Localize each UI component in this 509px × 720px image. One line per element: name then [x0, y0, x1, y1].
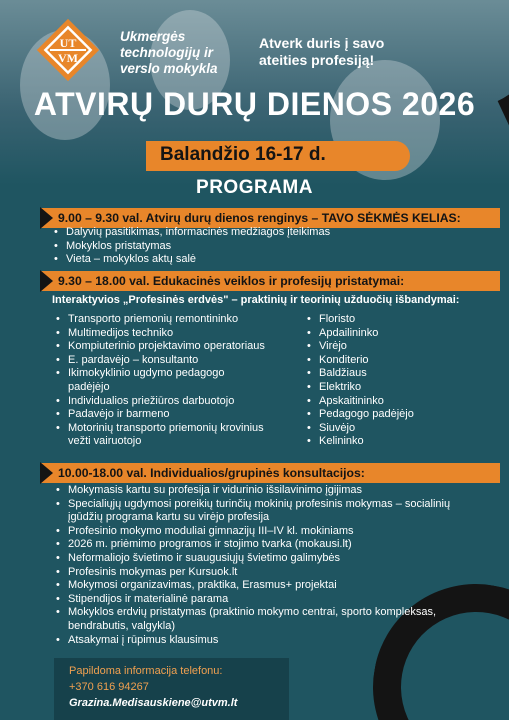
contact-email[interactable]: Grazina.Medisauskiene@utvm.lt [69, 697, 238, 709]
svg-text:VM: VM [58, 51, 78, 65]
consultations-list [54, 484, 474, 647]
list-item: • Multimedijos techniko [54, 327, 299, 341]
section-arrow-icon [40, 270, 53, 292]
list-item: • Stipendijos ir materialinė parama [54, 593, 474, 607]
list-item: • Floristo [305, 313, 465, 327]
list-item: • Kelininko [305, 435, 465, 449]
list-item: • 2026 m. priėmimo programos ir stojimo tvarka (mokausi.lt) [54, 538, 474, 552]
list-item: • Mokyklos pristatymas [52, 240, 492, 254]
list-item: • Dalyvių pasitikimas, informacinės medžiagos įteikimas [52, 226, 492, 240]
list-item: • Mokymosi organizavimas, praktika, Erasmus+ projektai [54, 579, 474, 593]
list-item: • E. pardavėjo – konsultanto [54, 354, 299, 368]
list-item: • Virėjo [305, 340, 465, 354]
contact-label: Papildoma informacija telefonu: [69, 665, 223, 677]
section-list [52, 226, 492, 267]
list-item: • Atsakymai į rūpimus klausimus [54, 634, 474, 648]
svg-text:UT: UT [59, 36, 77, 50]
program-heading: PROGRAMA [196, 177, 313, 198]
list-item: • Baldžiaus [305, 367, 465, 381]
list-item: • Specialiųjų ugdymosi poreikių turinčių mokinių profesinis mokymas – socialinių įgūdžių programa kartu su virėjo profesija [54, 498, 474, 525]
section-title: 10.00-18.00 val. Individualios/grupinės konsultacijos: [58, 466, 365, 480]
school-name: Ukmergės technologijų ir verslo mokykla [120, 29, 218, 76]
page-title: ATVIRŲ DURŲ DIENOS 2026 [33, 86, 476, 122]
section-subheading: Interaktyvios „Profesinės erdvės" – praktinių ir teorinių užduočių išbandymai: [52, 294, 460, 306]
professions-list-right [305, 313, 465, 449]
list-item: • Apskaitininko [305, 395, 465, 409]
list-item: • Padavėjo ir barmeno [54, 408, 299, 422]
section-title: 9.30 – 18.00 val. Edukacinės veiklos ir profesijų pristatymai: [58, 274, 405, 288]
list-item: • Mokymasis kartu su profesija ir vidurinio išsilavinimo įgijimas [54, 484, 474, 498]
motto: Atverk duris į savo ateities profesiją! [259, 35, 385, 68]
school-logo-icon [36, 18, 100, 82]
list-item: • Motorinių transporto priemonių krovinius vežti vairuotojo [54, 422, 268, 449]
contact-phone[interactable]: +370 616 94267 [69, 681, 149, 693]
list-item: • Ikimokyklinio ugdymo pedagogo padėjėjo [54, 367, 243, 394]
list-item: • Transporto priemonių remontininko [54, 313, 299, 327]
list-item: • Kompiuterinio projektavimo operatoriaus [54, 340, 299, 354]
list-item: • Profesinis mokymas per Kursuok.lt [54, 566, 474, 580]
list-item: • Elektriko [305, 381, 465, 395]
list-item: • Mokyklos erdvių pristatymas (praktinio mokymo centrai, sporto kompleksas, bendrabutis, valgykla) [54, 606, 474, 633]
list-item: • Pedagogo padėjėjo [305, 408, 465, 422]
list-item: • Konditerio [305, 354, 465, 368]
list-item: • Neformaliojo švietimo ir suaugusiųjų švietimo galimybės [54, 552, 474, 566]
list-item: • Profesinio mokymo moduliai gimnazijų III–IV kl. mokiniams [54, 525, 474, 539]
list-item: • Apdailininko [305, 327, 465, 341]
list-item: • Vieta – mokyklos aktų salė [52, 253, 492, 267]
list-item: • Siuvėjo [305, 422, 465, 436]
list-item: • Individualios priežiūros darbuotojo [54, 395, 299, 409]
event-date: Balandžio 16-17 d. [160, 144, 326, 165]
section-title: 9.00 – 9.30 val. Atvirų durų dienos renginys – TAVO SĖKMĖS KELIAS: [58, 211, 461, 225]
section-arrow-icon [40, 462, 53, 484]
professions-list-left [54, 313, 299, 449]
